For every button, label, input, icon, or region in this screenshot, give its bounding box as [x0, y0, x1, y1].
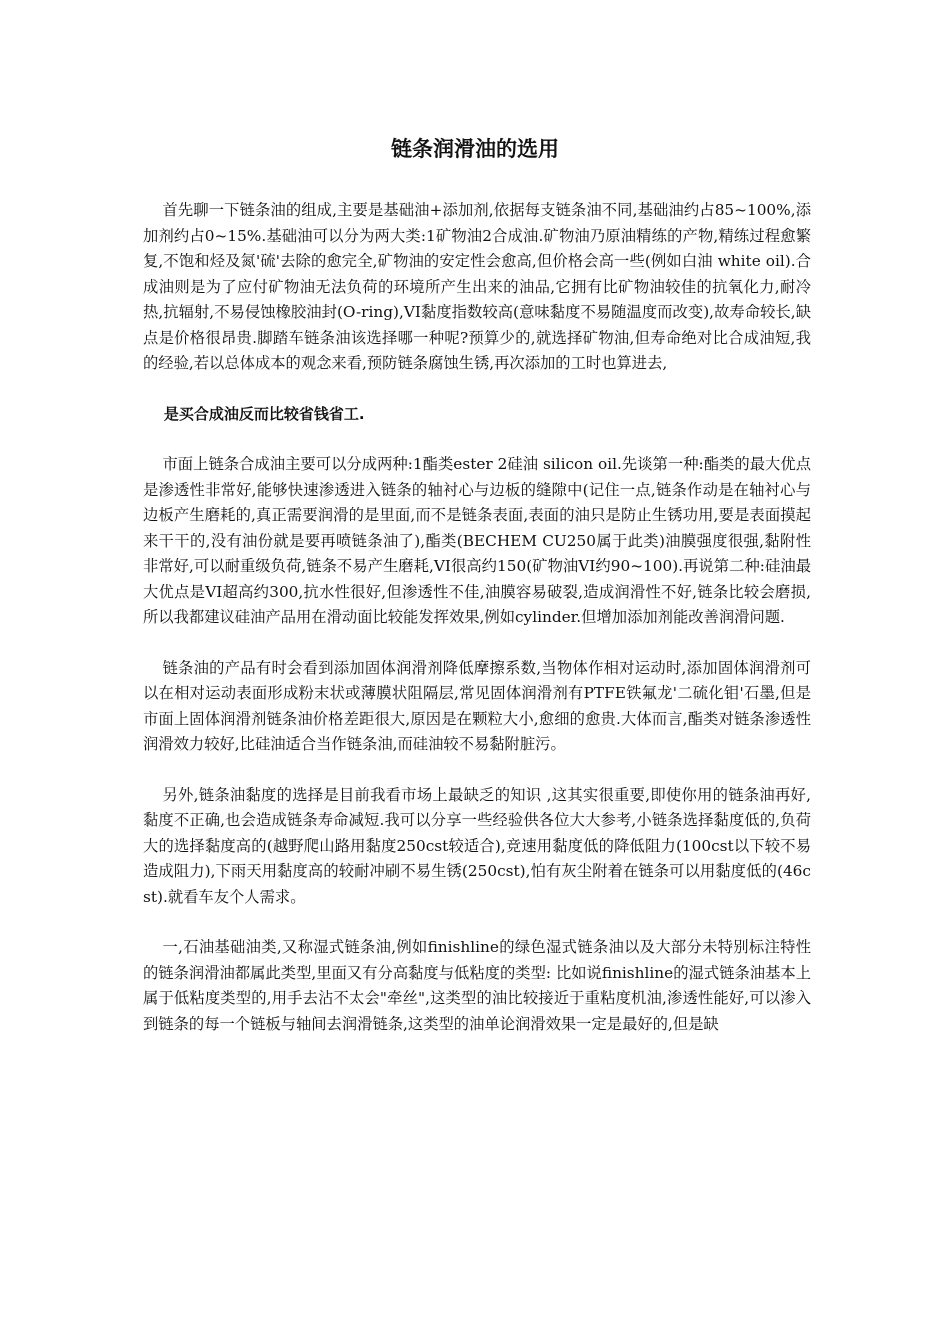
paragraph-base-oil: 首先聊一下链条油的组成,主要是基础油+添加剂,依据每支链条油不同,基础油约占85~100%,添加剂约占0~15%.基础油可以分为两大类:1矿物油2合成油.矿物油乃原油精练的产物,精练过程愈繁复,不饱和烃及氮'硫'去除的愈完全,矿物油的安定性会愈高,但价格会高一些(例如白油 white oil).合成油则是为了应付矿物油无法负荷的环境所产生出来的油品,它拥有比矿物油较佳的抗氧化力,耐冷热,抗辐射,不易侵蚀橡胶油封(O-ring),VI黏度指数较高(意味黏度不易随温度而改变),故寿命较长,缺点是价格很昂贵.脚踏车链条油该选择哪一种呢?预算少的,就选择矿物油,但寿命绝对比合成油短,我的经验,若以总体成本的观念来看,预防链条腐蚀生锈,再次添加的工时也算进去,	[143, 201, 811, 372]
paragraph-wet-oil: 一,石油基础油类,又称湿式链条油,例如finishline的绿色湿式链条油以及大部分未特别标注特性的链条润滑油都属此类型,里面又有分高黏度与低粘度的类型: 比如说finishline的湿式链条油基本上属于低粘度类型的,用手去沾不太会"牵丝",这类型的油比较接近于重粘度机油,渗透性能好,可以渗入到链条的每一个链板与轴间去润滑链条,这类型的油单论润滑效果一定是最好的,但是缺	[143, 938, 811, 1033]
paragraph-conclusion-bold: 是买合成油反而比较省钱省工.	[163, 404, 365, 423]
paragraph-viscosity: 另外,链条油黏度的选择是目前我看市场上最缺乏的知识 ,这其实很重要,即使你用的链条油再好,黏度不正确,也会造成链条寿命减短.我可以分享一些经验供各位大大参考,小链条选择黏度低的,负荷大的选择黏度高的(越野爬山路用黏度250cst较适合),竞速用黏度低的降低阻力(100cst以下较不易造成阻力),下雨天用黏度高的较耐冲刷不易生锈(250cst),怕有灰尘附着在链条可以用黏度低的(46cst).就看车友个人需求。	[143, 785, 811, 906]
paragraph-solid-lubricant: 链条油的产品有时会看到添加固体润滑剂降低摩擦系数,当物体作相对运动时,添加固体润滑剂可以在相对运动表面形成粉末状或薄膜状阻隔层,常见固体润滑剂有PTFE铁氟龙'二硫化钼'石墨,但是市面上固体润滑剂链条油价格差距很大,原因是在颗粒大小,愈细的愈贵.大体而言,酯类对链条渗透性润滑效力较好,比硅油适合当作链条油,而硅油较不易黏附脏污。	[143, 658, 811, 753]
document-title: 链条润滑油的选用	[391, 137, 559, 161]
document-body	[143, 198, 811, 1062]
paragraph-synthetic-types: 市面上链条合成油主要可以分成两种:1酯类ester 2硅油 silicon oil.先谈第一种:酯类的最大优点是渗透性非常好,能够快速渗透进入链条的轴衬心与边板的缝隙中(记住一点,链条作动是在轴衬心与边板产生磨耗的,真正需要润滑的是里面,而不是链条表面,表面的油只是防止生锈功用,要是表面摸起来干干的,没有油份就是要再喷链条油了),酯类(BECHEM CU250属于此类)油膜强度很强,黏附性非常好,可以耐重级负荷,链条不易产生磨耗,VI很高约150(矿物油VI约90~100).再说第二种:硅油最大优点是VI超高约300,抗水性很好,但渗透性不佳,油膜容易破裂,造成润滑性不好,链条比较会磨损,所以我都建议硅油产品用在滑动面比较能发挥效果,例如cylinder.但增加添加剂能改善润滑问题.	[143, 455, 811, 626]
